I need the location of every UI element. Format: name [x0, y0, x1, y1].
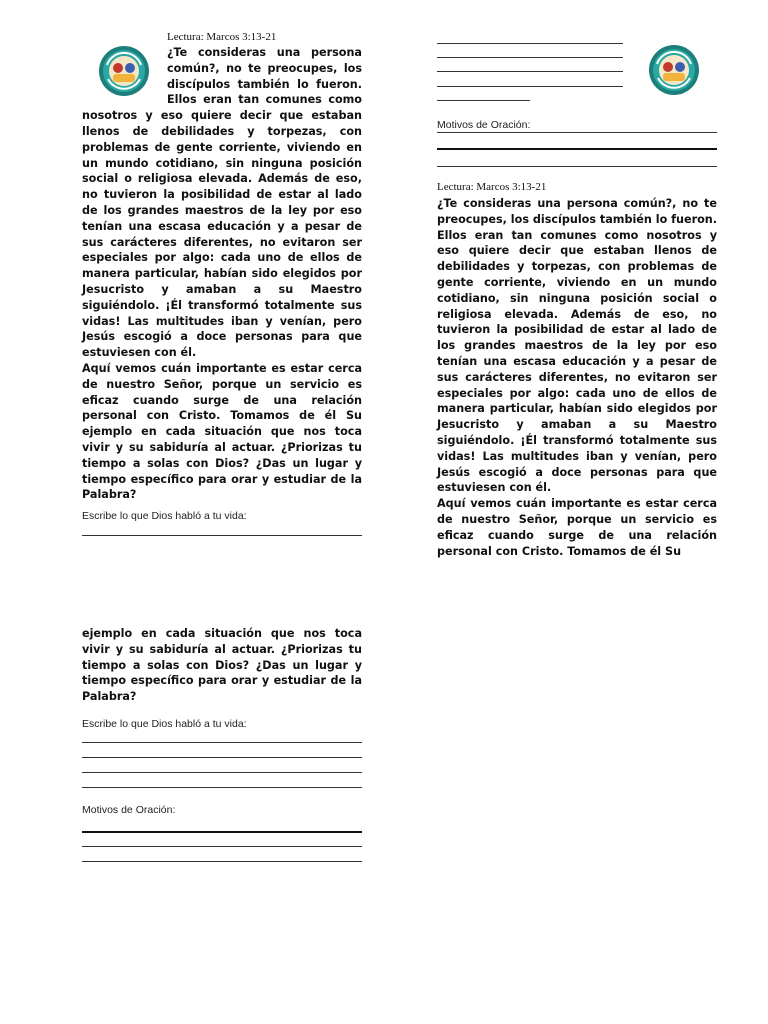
prayer-line[interactable]	[437, 166, 717, 167]
paragraph-2-start: Aquí vemos cuán importante es estar cerca de nuestro Señor, porque un servicio es eficaz cuando surge de una relación personal con Cristo. Tomamos de él Su	[437, 497, 717, 558]
prayer-label-bottom-left: Motivos de Oración:	[82, 804, 176, 816]
write-label-bottom-left: Escribe lo que Dios habló a tu vida:	[82, 718, 247, 730]
write-line[interactable]	[82, 742, 362, 743]
paragraph-2: Aquí vemos cuán importante es estar cerca de nuestro Señor, porque un servicio es eficaz cuando surge de una relación personal con Cristo. Tomamos de él Su ejemplo en cada situación que nos toca vivir y su sabiduría al actuar. ¿Priorizas tu tiempo a solas con Dios? ¿Das un lugar y tiempo específico para orar y estudiar de la Palabra?	[82, 361, 362, 502]
paragraph-1: ¿Te consideras una persona común?, no te preocupes, los discípulos también lo fueron. Ellos eran tan comunes como nosotros y eso quiere decir que estaban llenos de debilidades y torpezas, con problemas de gente corriente, viviendo en un mundo cotidiano, sin ninguna posición social o religiosa elevada. Además de eso, no tuvieron la posibilidad de estar al lado de los grandes maestros de la ley por eso tenían una escasa educación y a pesar de sus carácteres diferentes, no evitaron ser especiales por algo: cada uno de ellos de manera particular, habían sido elegidos por Jesucristo y amaban a su Maestro siguiéndolo. ¡Él transformó totalmente sus vidas! Las multitudes iban y venían, pero Jesús escogió a doce personas para que estuviesen con él.	[437, 197, 717, 495]
reading-reference: Lectura: Marcos 3:13-21	[167, 31, 277, 43]
write-line[interactable]	[437, 71, 623, 72]
write-line[interactable]	[82, 787, 362, 788]
paragraph-2-end: ejemplo en cada situación que nos toca vivir y su sabiduría al actuar. ¿Priorizas tu tiempo a solas con Dios? ¿Das un lugar y tiempo específico para orar y estudiar de la Palabra?	[82, 627, 362, 704]
homeschool-logo-icon	[648, 44, 700, 96]
write-line[interactable]	[437, 43, 623, 44]
prayer-line[interactable]	[82, 846, 362, 847]
write-line[interactable]	[437, 57, 623, 58]
reading-reference: Lectura: Marcos 3:13-21	[437, 181, 547, 193]
write-line[interactable]	[437, 86, 623, 87]
prayer-line[interactable]	[437, 132, 717, 133]
prayer-line[interactable]	[437, 148, 717, 150]
prayer-label-top-right: Motivos de Oración:	[437, 119, 531, 131]
devotional-text-right	[437, 196, 717, 559]
devotional-text-bottom-left	[82, 626, 362, 705]
write-line[interactable]	[82, 535, 362, 536]
write-line[interactable]	[82, 772, 362, 773]
write-label-top-left: Escribe lo que Dios habló a tu vida:	[82, 510, 247, 522]
prayer-line[interactable]	[82, 831, 362, 833]
write-line[interactable]	[82, 757, 362, 758]
devotional-text-top-left	[82, 45, 362, 503]
write-line[interactable]	[437, 100, 530, 101]
prayer-line[interactable]	[82, 861, 362, 862]
paragraph-1: ¿Te consideras una persona común?, no te preocupes, los discípulos también lo fueron. Ellos eran tan comunes como nosotros y eso quiere decir que estaban llenos de debilidades y torpezas, con problemas de gente corriente, viviendo en un mundo cotidiano, sin ninguna posición social o religiosa elevada. Además de eso, no tuvieron la posibilidad de estar al lado de los grandes maestros de la ley por eso tenían una escasa educación y a pesar de sus carácteres diferentes, no evitaron ser especiales por algo: cada uno de ellos de manera particular, habían sido elegidos por Jesucristo y amaban a su Maestro siguiéndolo. ¡Él transformó totalmente sus vidas! Las multitudes iban y venían, pero Jesús escogió a doce personas para que estuviesen con él.	[82, 46, 362, 360]
